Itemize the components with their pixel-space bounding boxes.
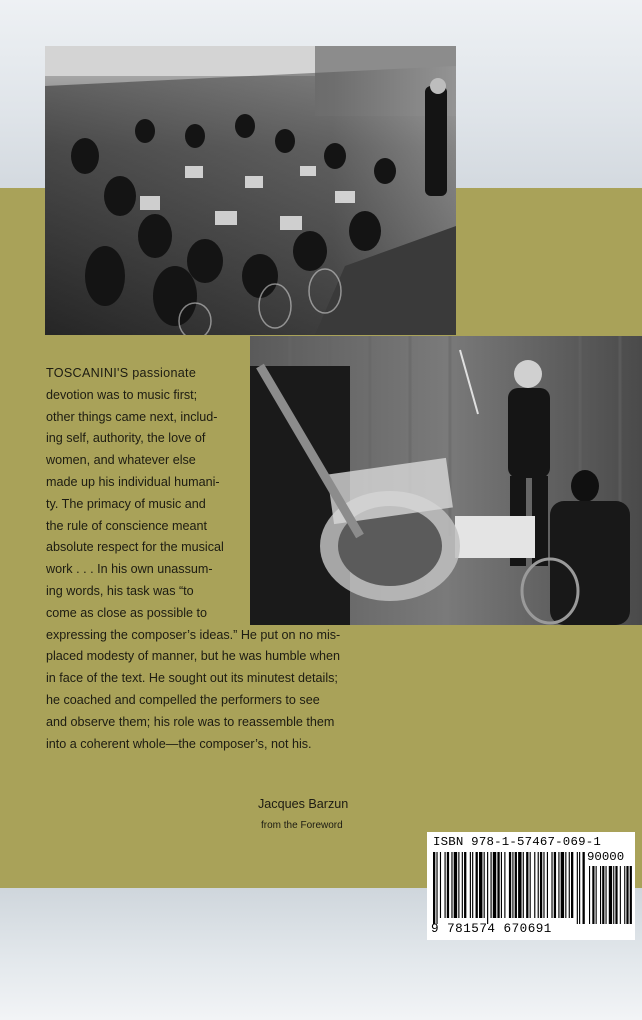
- blurb-line: come as close as possible to: [46, 605, 208, 620]
- book-blurb: [46, 363, 341, 755]
- conductor-photo: [250, 336, 642, 625]
- blurb-line: and observe them; his role was to reassemble them: [46, 714, 335, 729]
- attribution-source: from the Foreword: [261, 820, 343, 831]
- barcode-bars: [433, 852, 633, 924]
- blurb-line: into a coherent whole—the composer’s, not his.: [46, 736, 312, 751]
- isbn-barcode: [427, 832, 635, 940]
- blurb-line: women, and whatever else: [46, 453, 196, 468]
- blurb-line: absolute respect for the musical: [46, 540, 224, 555]
- blurb-line: in face of the text. He sought out its minutest details;: [46, 671, 338, 686]
- ean-digits: 9 781574 670691: [431, 922, 552, 936]
- blurb-line: ing words, his task was “to: [46, 583, 194, 598]
- blurb-line: the rule of conscience meant: [46, 518, 208, 533]
- attribution-name: Jacques Barzun: [258, 797, 349, 811]
- blurb-line: placed modesty of manner, but he was humble when: [46, 649, 341, 664]
- blurb-line: made up his individual humani-: [46, 474, 220, 489]
- blurb-line: devotion was to music first;: [46, 387, 198, 402]
- blurb-line: work . . . In his own unassum-: [46, 562, 213, 577]
- conductor-photo-image: [250, 336, 642, 625]
- blurb-line: expressing the composer’s ideas.” He put on no mis-: [46, 627, 341, 642]
- blurb-line: he coached and compelled the performers to see: [46, 692, 320, 707]
- orchestra-photo-image: [45, 46, 456, 335]
- blurb-line: ty. The primacy of music and: [46, 496, 206, 511]
- blurb-line: ing self, authority, the love of: [46, 431, 206, 446]
- price-addon-number: 90000: [587, 850, 625, 864]
- orchestra-photo: [45, 46, 456, 335]
- isbn-number: ISBN 978-1-57467-069-1: [433, 835, 601, 849]
- blurb-line: TOSCANINI'S passionate: [46, 366, 197, 380]
- blurb-line: other things came next, includ-: [46, 409, 218, 424]
